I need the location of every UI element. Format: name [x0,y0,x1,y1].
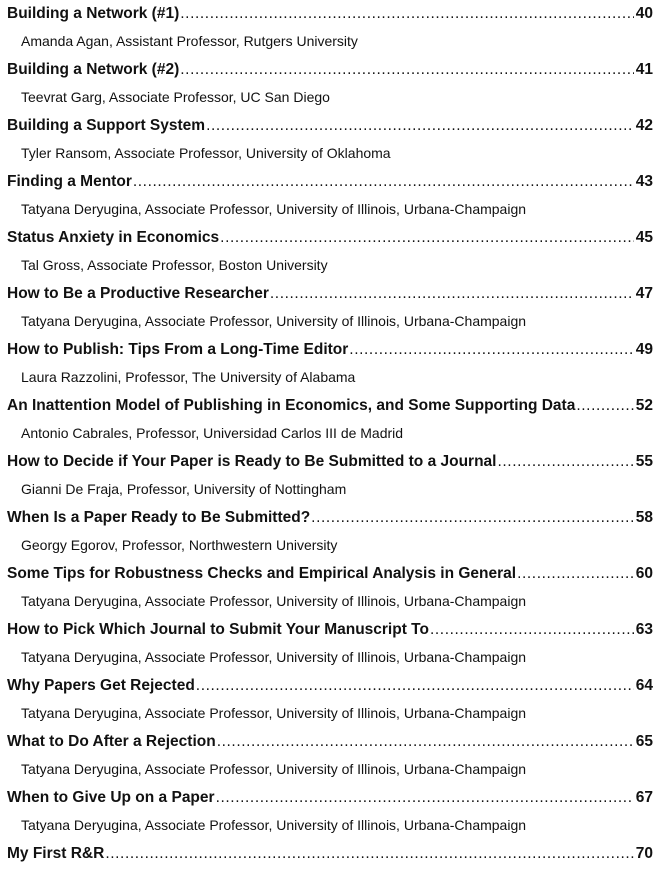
dot-leader [311,506,634,530]
toc-entry [7,336,653,392]
toc-title: How to Pick Which Journal to Submit Your Manuscript To [7,621,429,638]
toc-entry [7,168,653,224]
toc-author: Tatyana Deryugina, Associate Professor, University of Illinois, Urbana-Champaign [21,649,527,665]
dot-leader [270,282,634,306]
toc-title: An Inattention Model of Publishing in Economics, and Some Supporting Data [7,397,576,414]
toc-title-line[interactable] [7,730,653,754]
toc-entry [7,840,653,896]
toc-title: When Is a Paper Ready to Be Submitted? [7,509,311,526]
toc-title-line[interactable] [7,226,653,250]
toc-title: What to Do After a Rejection [7,733,216,750]
toc-entry [7,224,653,280]
toc-title-line[interactable] [7,2,653,26]
dot-leader [517,562,634,586]
toc-title: When to Give Up on a Paper [7,789,215,806]
toc-entry [7,504,653,560]
dot-leader [576,394,633,418]
toc-entry [7,672,653,728]
toc-title: How to Decide if Your Paper is Ready to Be Submitted to a Journal [7,453,497,470]
toc-author: Tyler Ransom, Associate Professor, University of Oklahoma [21,145,391,161]
toc-author: Tatyana Deryugina, Associate Professor, University of Illinois, Urbana-Champaign [21,817,527,833]
dot-leader [217,730,634,754]
toc-entry [7,392,653,448]
toc-title: How to Publish: Tips From a Long-Time Editor [7,341,349,358]
toc-author: Tatyana Deryugina, Associate Professor, University of Illinois, Urbana-Champaign [21,593,527,609]
toc-page-number: 67 [635,789,653,806]
dot-leader [133,170,634,194]
toc-entry [7,280,653,336]
toc-page-number: 64 [635,677,653,694]
toc-title: Status Anxiety in Economics [7,229,220,246]
toc-title-line[interactable] [7,450,653,474]
toc-title-line[interactable] [7,674,653,698]
toc-entry [7,728,653,784]
toc-title-line[interactable] [7,170,653,194]
toc-title-line[interactable] [7,58,653,82]
toc-page-number: 63 [635,621,653,638]
dot-leader [206,114,634,138]
toc-entry [7,784,653,840]
toc-author: Tatyana Deryugina, Associate Professor, University of Illinois, Urbana-Champaign [21,313,527,329]
dot-leader [497,450,633,474]
toc-author: Teevrat Garg, Associate Professor, UC San Diego [21,89,330,105]
toc-title: Finding a Mentor [7,173,132,190]
toc-title-line[interactable] [7,114,653,138]
toc-page-number: 65 [635,733,653,750]
toc-author: Tatyana Deryugina, Associate Professor, University of Illinois, Urbana-Champaign [21,705,527,721]
toc-page-number: 49 [635,341,653,358]
dot-leader [430,618,634,642]
toc-page-number: 45 [635,229,653,246]
toc-title-line[interactable] [7,282,653,306]
toc-page-number: 70 [635,845,653,862]
toc-title-line[interactable] [7,394,653,418]
toc-entry [7,56,653,112]
toc-page-number: 47 [635,285,653,302]
toc-page-number: 42 [635,117,653,134]
toc-entry [7,560,653,616]
toc-author: Laura Razzolini, Professor, The University of Alabama [21,369,356,385]
toc-entry [7,0,653,56]
toc-entry [7,616,653,672]
dot-leader [216,786,634,810]
toc-title: My First R&R [7,845,105,862]
toc-page-number: 40 [635,5,653,22]
toc-author: Georgy Egorov, Professor, Northwestern University [21,537,338,553]
dot-leader [180,58,634,82]
toc-title-line[interactable] [7,506,653,530]
toc-author: Tatyana Deryugina, Associate Professor, University of Illinois, Urbana-Champaign [21,761,527,777]
toc-author: Gianni De Fraja, Professor, University of Nottingham [21,481,347,497]
table-of-contents [7,0,653,896]
dot-leader [349,338,633,362]
toc-entry [7,112,653,168]
toc-title: Some Tips for Robustness Checks and Empirical Analysis in General [7,565,517,582]
toc-author: Amanda Agan, Assistant Professor, Rutgers University [21,33,358,49]
dot-leader [105,842,633,866]
toc-title-line[interactable] [7,618,653,642]
toc-page-number: 55 [635,453,653,470]
toc-title: Building a Network (#1) [7,5,180,22]
toc-page-number: 52 [635,397,653,414]
toc-title-line[interactable] [7,786,653,810]
dot-leader [220,226,634,250]
toc-page-number: 60 [635,565,653,582]
toc-title: How to Be a Productive Researcher [7,285,269,302]
toc-title-line[interactable] [7,338,653,362]
toc-entry [7,448,653,504]
toc-title-line[interactable] [7,842,653,866]
dot-leader [196,674,634,698]
toc-page-number: 43 [635,173,653,190]
toc-page-number: 41 [635,61,653,78]
toc-title-line[interactable] [7,562,653,586]
toc-author: Antonio Cabrales, Professor, Universidad Carlos III de Madrid [21,425,404,441]
dot-leader [180,2,634,26]
toc-title: Building a Support System [7,117,206,134]
toc-title: Why Papers Get Rejected [7,677,195,694]
toc-title: Building a Network (#2) [7,61,180,78]
toc-author: Tal Gross, Associate Professor, Boston University [21,257,328,273]
toc-author: Tatyana Deryugina, Associate Professor, University of Illinois, Urbana-Champaign [21,201,527,217]
toc-page-number: 58 [635,509,653,526]
